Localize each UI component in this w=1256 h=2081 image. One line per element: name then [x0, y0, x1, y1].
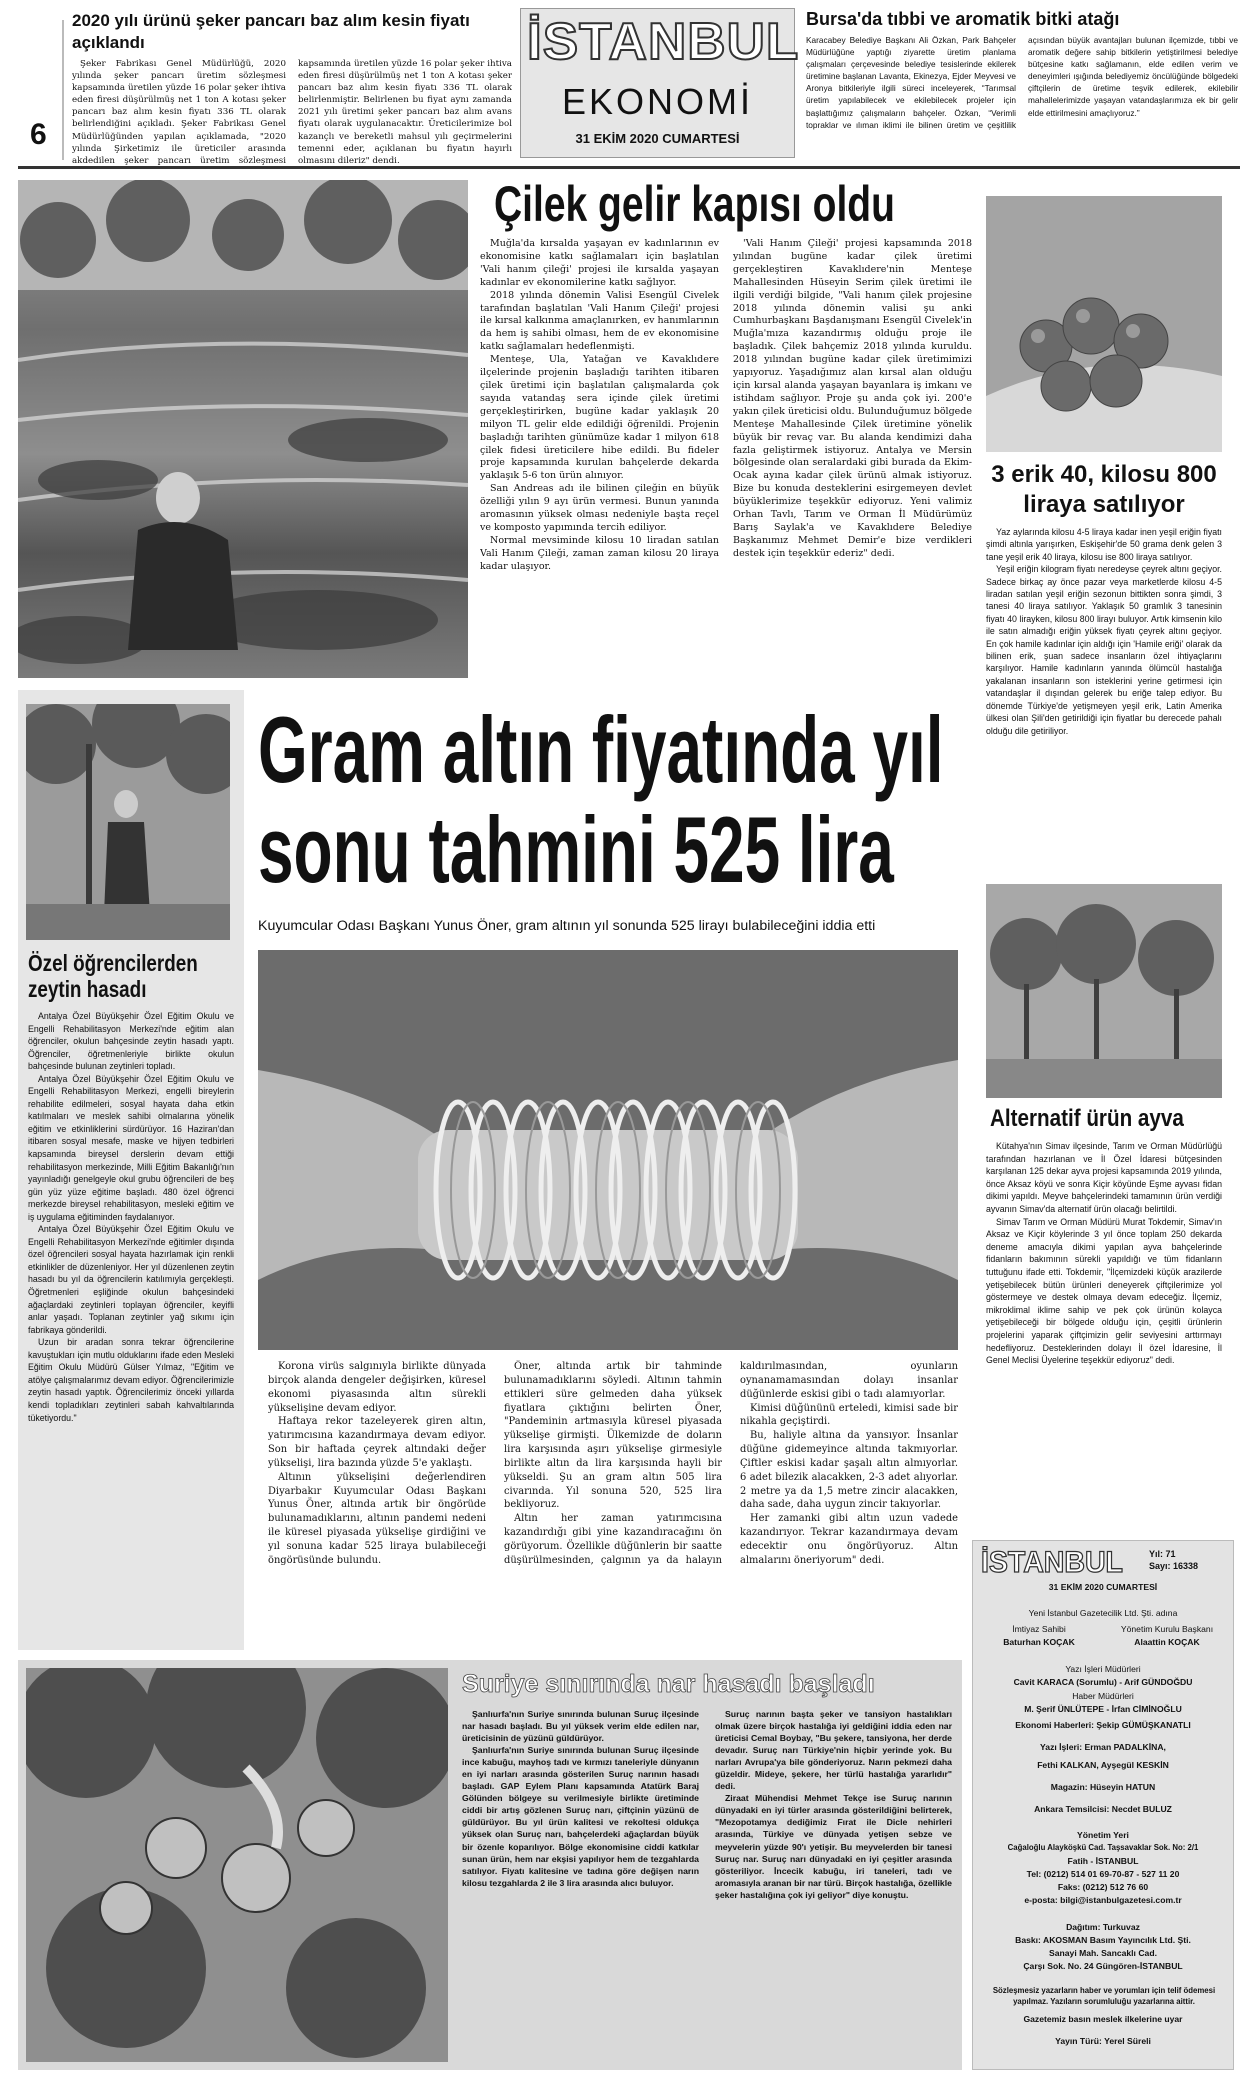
imprint-note-2: Gazetemiz basın meslek ilkelerine uyar: [1023, 2014, 1183, 2024]
imprint-ankara: Ankara Temsilcisi: Necdet BULUZ: [1034, 1804, 1172, 1814]
strawberry-photo: [18, 180, 468, 678]
imprint-owner-label: İmtiyaz Sahibi: [1012, 1624, 1066, 1634]
gold-headline: [258, 700, 978, 910]
bursa-headline: Bursa'da tıbbi ve aromatik bitki atağı: [806, 9, 1120, 29]
imprint-note-1: Sözleşmesiz yazarların haber ve yorumları için telif ödemesi yapılmaz. Yazıların sorumluluğu yazarlarına aittir.: [992, 1986, 1216, 2006]
imprint-staff-1: Yazı İşleri: Erman PADALKİNA,: [1040, 1742, 1166, 1752]
gold-headline-line1: Gram altın fiyatında yıl: [258, 700, 944, 802]
imprint-print-1: Baskı: AKOSMAN Basım Yayıncılık Ltd. Şti.: [1015, 1935, 1191, 1945]
pomegranate-para: Şanlıurfa'nın Suriye sınırında bulunan Suruç ilçesinde ince kabuğu, mayhoş tadı ve kırmızı taneleriyle dünyanın en iyi narları arasında gösterilen Suruç narının hasadı başladı. GAP Eylem Planı kapsamında Atatürk Baraj Gölünden bölgeye su verilmesiyle birlikte üretiminde ciddi bir artış gözlenen Suruç narı, çiftçinin yüzünü de güldürüyor. Bu yıl ürün kalitesi ve rekoltesi oldukça yüksek olan Suruç narı, bahçelerdeki ağaçlardan büyük bir özenle koparılıyor. Bölge ekonomisine ciddi katkılar sunan ürün, hem nar ekşisi yapılıyor hem de tezgahlarda satılıyor. Fiyatı kalitesine ve tadına göre değişen narın kilosu tezgahlarda 2 ile 3 lira arasında alıcı buluyor.: [462, 1745, 699, 1888]
strawberry-para: Normal mevsiminde kilosu 10 liradan satılan Vali Hanım Çileği, zaman zaman kilosu 20 liraya kadar ulaşıyor.: [480, 534, 719, 572]
olive-para: Uzun bir aradan sonra tekrar öğrencilerine kavuştukları için mutlu olduklarını ifade eden Mesleki Eğitim Okulu Müdürü Gülser Yılmaz, "Eğitim ve atölye çalışmalarımız devam ediyor. Öğrencilerimizle zeytin hasadı yaptık. Öğrencilerimiz önceki yıllarda kendi topladıkları zeytinleri sabah kahvaltılarında tüketiyordu.": [28, 1337, 234, 1423]
olive-text: [28, 1010, 234, 1640]
imprint-staff-2: Fethi KALKAN, Ayşegül KESKİN: [1037, 1760, 1169, 1770]
imprint-address-1: Cağaloğlu Alayköşkü Cad. Taşsavaklar Sok. No: 2/1: [1007, 1843, 1199, 1852]
plums-hand-icon: [986, 196, 1222, 452]
masthead-title: İSTANBUL: [527, 13, 800, 71]
pomegranate-para: Suruç narının başta şeker ve tansiyon hastalıkları olmak üzere birçok hastalığa iyi geldiğini iddia eden nar üreticisi Cemal Boybay, "Bu şekere, tansiyona, her derde devadır. Suruç narı Türkiye'nin hiçbir yerinde yok. Bu narları Avrupa'ya bile gönderiyoruz. Narın pekmezi daha güzeldir. Mideye, şekere, her türlü hastalığa yararlıdır" dedi.: [715, 1709, 952, 1792]
olive-headline: Özel öğrencilerden zeytin hasadı: [28, 950, 198, 1002]
imprint-fax: Faks: (0212) 512 76 60: [1057, 1882, 1149, 1892]
quince-text: [986, 1140, 1222, 1514]
imprint-editors-label: Yazı İşleri Müdürleri: [1065, 1664, 1141, 1674]
plum-article: [986, 460, 1222, 882]
sugar-headline: 2020 yılı ürünü şeker pancarı baz alım kesin fiyatı açıklandı: [72, 11, 470, 52]
strawberry-text: [480, 238, 972, 668]
bursa-text: Karacabey Belediye Başkanı Ali Özkan, Park Bahçeler Müdürlüğüne yaptığı ziyarette üretim planlama çalışmaları çerçevesinde belediye tesislerinde ekilerek üretimine başlanan Lavanta, Ekinezya, Ejder Meyvesi ve Aronya bitkileriyle ilgili süreci inceleyerek, “Tarımsal üretim yapılabilecek ve ekilebilecek projeler için başlattığımız çalışmaların bahçeler. Özkan, “Verimli topraklar ve ılıman iklimi ile bilinen üretim ve çeşitlilik açısından büyük avantajları bulunan ilçemizde, tıbbi ve aromatik değere sahip bitkilerin yetiştirilmesi belediye bütçesine katkı sağlamanın, elde edilen verim ve deneyimleri ışığında belediyemiz öncülüğünde bölgedeki çiftçilerin de üretime teşvik edilerek, ekilebilir mahallelerimizde yaşayan vatandaşlarımıza ek bir gelir elde ettirilmesini amaçlıyoruz.”: [806, 35, 1238, 130]
pomegranate-text: [462, 1708, 952, 2060]
imprint-magazine: Magazin: Hüseyin HATUN: [1050, 1782, 1156, 1792]
sugar-article: [72, 10, 512, 166]
quince-para: Simav Tarım ve Orman Müdürü Murat Tokdemir, Simav'ın Aksaz ve Kiçir köylerinde 3 yıl önce toplam 250 dekarda deneme amacıyla dikimi yapılan ayva bahçelerinde fidanların bakımının sürekli yapıldığı ve tüm fidanların tuttuğunu ifade etti. Tokdemir, "İlçemizdeki küçük arazilerde yetişebilecek bütün ürünleri deneyerek çiftçilerimize yol göstermeye ve destek olmaya devam edeceğiz. İlçemiz, mikroklimal iklime sahip ve pek çok ürünün kolayca yetişebileceği bir bölgede olduğu için, çeşitli ürünlerin projelerini yaparak çiftçimizin gelir seviyesini arttırmayı hedefliyoruz. Desteklerinden dolayı İl özel İdaresine, İl Genel Meclisi Üyelerine teşekkür ediyoruz" dedi.: [986, 1216, 1222, 1366]
gold-photo: [258, 950, 958, 1350]
imprint-economy: Ekonomi Haberleri: Şekip GÜMÜŞKANATLI: [1015, 1720, 1191, 1730]
gold-deck: Kuyumcular Odası Başkanı Yunus Öner, gram altının yıl sonunda 525 lirayı bulabileceğini iddia etti: [258, 918, 876, 934]
imprint-address-2: Fatih - İSTANBUL: [1067, 1856, 1139, 1866]
olive-harvest-icon: [26, 704, 230, 940]
quince-headline: Alternatif ürün ayva: [990, 1105, 1184, 1132]
imprint-news: M. Şerif ÜNLÜTEPE - İrfan CİMİNOĞLU: [1024, 1704, 1182, 1714]
pomegranate-para: Ziraat Mühendisi Mehmet Tekçe ise Suruç narının dünyadaki en iyi türler arasında gösterildiğini belirterek, "Mezopotamya dediğimiz Fırat ile Dicle nehirleri arasında, Türkiye ve dünyada yetişen sebze ve meyvelerin yüzde 90'ı yetişir. Bu meyvelerden bir tanesi Suruç nar. Suruç narı dünyadaki en iyi çeşitler arasında gösteriliyor. İncecik kabuğu, iri taneleri, tadı ve aromasıyla aranan bir nar türü. Birçok hastalığa, özellikle şeker hastalığına çok iyi geliyor" diye konuştu.: [715, 1793, 952, 1900]
page-number: 6: [30, 118, 47, 151]
strawberry-para: 'Vali Hanım Çileği' projesi kapsamında 2018 yılından bugüne kadar çilek üretimi gerçekleştiren Kavaklıdere'nin Menteşe Mahallesinden Hüseyin Serim çilek üretimi ile ilgili verdiği bilgide, "Vali hanım çilek projesine 2018 yılında dönemin valisi şu anki Cumhurbaşkanı Başdanışmanı Esengül Civelek'in Muğla'mıza kazandırmış olduğu proje ile başladık. Çilek bahçemiz 2018 yılında kuruldu. 2018 yılından bugüne kadar çilek üretimimizi yapıyoruz. Yaşadığımız alan kırsal alan olduğu için kırsal alanda yaşayan bayanlara iş imkanı ve istihdam sağlıyor. Proje şu anda çok iyi. 200'e yakın çilek üreticisi oldu. Bulunduğumuz bölgede Menteşe Mahallesinde Çilek üretimine yönelik büyük bir revaç var. Bu alanda kendimizi daha fazla geliştirmek istiyoruz. Antalya ve Mersin bölgesinde olan seralardaki gibi burada da Ekim-Ocak ayına kadar çilek ürünü almak istiyoruz. Bize bu konuda desteklerini esirgemeyen devlet büyüklerimize teşekkür ediyoruz. Yeni valimiz Orhan Tavlı, Tarım ve Orman İl Müdürümüz Barış Saylak'a ve Kavaklıdere Belediye Başkanımız Mehmet Demir'e bize verdikleri destek için teşekkür ederiz" dedi.: [733, 238, 972, 559]
imprint-logo: İSTANBUL: [981, 1546, 1123, 1579]
top-rule: [18, 166, 1240, 169]
olive-box: [18, 690, 244, 1650]
imprint-box: [972, 1540, 1234, 2070]
gold-para: Öner, altında artık bir tahminde bulunamadıklarını söyledi. Altının tahmin ettikleri süre gelmeden daha yüksek fiyatlara çıktığını belirten Öner, "Pandeminin artmasıyla küresel piyasada yükselişe girmişti. Ülkemizde de doların lira karşısında aşırı yükselişe girmesiyle birlikte altın da lira karşısında hayli bir yükseldi. Şu an gram altın 505 lira civarında. Yıl sonuna 520, 525 lira bekliyoruz.: [504, 1361, 722, 1511]
plum-photo: [986, 196, 1222, 452]
olive-para: Antalya Özel Büyükşehir Özel Eğitim Okulu ve Engelli Rehabilitasyon Merkezi, engelli bireylerin rehabilite edilmeleri, sosyal hayata daha etkin katılmaları ve meslek sahibi olmalarına yönelik eğitim ve etkinliklerini sürdürüyor. 16 Haziran'dan itibaren sosyal mesafe, maske ve hijyen tedbirleri kapsamında bireysel derslerin devam ettiği rehabilitasyon merkezinde, Milli Eğitim Bakanlığı'nın yayınladığı genelgeyle okul grubu öğrencileri de beş gün yüz yüze eğitime başladı. 480 özel öğrenci merkezde bireysel rehabilitasyon, mesleki eğitim ve iş uygulama eğitiminden faydalanıyor.: [28, 1073, 234, 1222]
quince-photo: [986, 884, 1222, 1098]
plum-text: [986, 526, 1222, 866]
divider: [62, 20, 64, 160]
olive-photo: [26, 704, 230, 940]
plum-para: Yaz aylarında kilosu 4-5 liraya kadar inen yeşil eriğin fiyatı şimdi altınla yarışırken, Eskişehir'de 50 grama denk gelen 3 tane yeşil erik 40 liraya, kilosu ise 800 liraya satılıyor.: [986, 527, 1222, 562]
strawberry-para: San Andreas adı ile bilinen çileğin en büyük özelliği yılın 9 ayı ürün vermesi. Bunun yanında aromasının yüksek olması nedeniyle başta reçel ve komposto yapımında tercih ediliyor.: [480, 483, 719, 533]
imprint-date: 31 EKİM 2020 CUMARTESİ: [1048, 1582, 1158, 1592]
quince-orchard-icon: [986, 884, 1222, 1098]
gold-para: Korona virüs salgınıyla birlikte dünyada birçok alanda dengeler değişirken, küresel ekonomi piyasasında altın sürekli yükselişine devam ediyor.: [268, 1361, 486, 1414]
quince-article: [986, 1104, 1222, 1524]
gold-text: [268, 1360, 958, 1656]
strawberry-para: Muğla'da kırsalda yaşayan ev kadınlarının ev ekonomisine katkı sağlamaları için başlatılan 'Vali hanım çileği' projesi ile kırsalda yaşayan kadınlar ev ekonomilerine katkı sağlıyor.: [480, 238, 719, 288]
imprint-board: Alaattin KOÇAK: [1134, 1637, 1200, 1647]
imprint-print-3: Çarşı Sok. No. 24 Güngören-İSTANBUL: [1023, 1961, 1183, 1971]
plum-headline: 3 erik 40, kilosu 800 liraya satılıyor: [991, 461, 1217, 518]
gold-para: Altının yükselişini değerlendiren Diyarbakır Kuyumcular Odası Başkanı Yunus Öner, altında artık bir öngörüde bulunamadıklarını, altının pandemi nedeni ile küresel piyasada yükselişe girdiğini ve yıl sonuna kadar 525 liraya bulabileceği öngörüsünde bulundu.: [268, 1471, 486, 1566]
pomegranate-photo: [26, 1668, 448, 2062]
imprint-year: Yıl: 71: [1149, 1549, 1176, 1559]
strawberry-article: [480, 176, 972, 680]
strawberry-para: 2018 yılında dönemin Valisi Esengül Civelek tarafından başlatılan 'Vali Hanım Çileği' projesi ile kırsal kalkınma amaçlanırken, ev hanımlarının da hem iş sahibi olması, hem de ev ekonomisine katkı sağlamaları hedeflenmişti.: [480, 289, 719, 353]
olive-para: Antalya Özel Büyükşehir Özel Eğitim Okulu ve Engelli Rehabilitasyon Merkezi'nde eğitimler dışında özel öğrencileri sosyal hayata hazırlamak için renkli etkinlikler de düzenleniyor. Her yıl düzenlenen zeytin hasadı bu yıl da öğrencilerin katılımıyla gerçekleşti. Öğretmenleri eşliğinde okulun bahçesindeki ağaçlardaki zeytinleri toplayan öğrenciler, keyifli anlar yaşadı. Toplanan zeytinler yağ sıkımı için fabrikaya gönderildi.: [28, 1224, 234, 1335]
imprint-type: Yayın Türü: Yerel Süreli: [1055, 2036, 1151, 2046]
imprint-mgmt-label: Yönetim Yeri: [1077, 1830, 1129, 1840]
farmer-strawberry-icon: [18, 180, 468, 678]
imprint-print-2: Sanayi Mah. Sancaklı Cad.: [1049, 1948, 1157, 1958]
gold-para: Her zamanki gibi altın uzun vadede kazandırıyor. Tekrar kazandırmaya devam edecektir onu öngörüyoruz. Altın almalarını öneriyorum" dedi.: [740, 1513, 958, 1566]
olive-para: Antalya Özel Büyükşehir Özel Eğitim Okulu ve Engelli Rehabilitasyon Merkezi'nde eğitim alan öğrenciler, okulun bahçesinde zeytin hasadı yaptı. Öğrenciler, öğretmenleriyle birlikte okulun bahçesinde bulunan zeytinleri topladı.: [28, 1011, 234, 1072]
imprint-tel: Tel: (0212) 514 01 69-70-87 - 527 11 20: [1026, 1869, 1180, 1879]
gold-bangles-icon: [258, 950, 958, 1350]
strawberry-para: Menteşe, Ula, Yatağan ve Kavaklıdere ilçelerinde projenin başladığı tarihten itibaren çilek üretimi için başlatılan çalışmalarda çok sayıda vatandaş sera içinde çilek üretimi gerçekleştirirken, bugüne kadar yaklaşık 20 milyon TL gelir elde edildiği öğrenildi. Projenin başladığı tarihten günümüze kadar 1 milyon 618 çilek fidesi üreticilere hibe edildi. Bu fideler proje kapsamında kurulan bahçelerde dekarda yaklaşık 5-6 ton ürün alınıyor.: [480, 354, 719, 482]
sugar-text: Şeker Fabrikası Genel Müdürlüğü, 2020 yılında şeker pancarı üretim sözleşmesi kapsamında üretilen yüzde 16 polar şeker ihtiva eden firesi düşürülmüş net 1 ton A kotası şeker pancarı baz alım kesin fiyatı 336 TL olarak belirlendiğini açıkladı. Şeker Fabrikası Genel Müdürlüğünden yapılan açıklamada, "2020 yılında Şirketimiz ile üreticiler arasında akdedilen şeker pancarı üretim sözleşmesi kapsamında üretilen yüzde 16 polar şeker ihtiva eden firesi düşürülmüş net 1 ton A kotası şeker pancarı baz alım kesin fiyatı 336 TL olarak belirlenmiştir. Belirlenen bu fiyat aynı zamanda 2021 yılı üretimi şeker pancarı baz alım avans fiyatı olarak uygulanacaktır. Üreticilerimize bol kazançlı ve bereketli mahsul yılı geçirmelerini temenni eder, açıklanan bu fiyatın hayırlı olmasını dileriz" dendi.: [72, 59, 512, 166]
imprint-editors: Cavit KARACA (Sorumlu) - Arif GÜNDOĞDU: [1013, 1677, 1193, 1687]
masthead-section: EKONOMİ: [561, 81, 753, 122]
quince-para: Kütahya'nın Simav ilçesinde, Tarım ve Orman Müdürlüğü tarafından hazırlanan ve İl Özel İdaresi bütçesinden karşılanan 125 dekar ayva projesi kapsamında 2019 yılında, önce Aksaz köyü ve sonra Kiçir köyünde Eşme ayvası fidan dikimi yapıldı. Meyve bahçelerindeki tamamının ürün verdiği ayvanın Simav'da alternatif ürün olacağı belirtildi.: [986, 1141, 1222, 1214]
gold-para: Kimisi düğününü erteledi, kimisi sade bir nikahla geçiştirdi.: [740, 1402, 958, 1428]
strawberry-headline: Çilek gelir kapısı oldu: [494, 176, 895, 232]
pomegranate-headline: Suriye sınırında nar hasadı başladı: [462, 1670, 875, 1698]
imprint-board-label: Yönetim Kurulu Başkanı: [1120, 1624, 1214, 1634]
imprint-distribution: Dağıtım: Turkuvaz: [1066, 1922, 1140, 1932]
imprint-news-label: Haber Müdürleri: [1072, 1691, 1134, 1701]
pomegranate-harvest-icon: [26, 1668, 448, 2062]
imprint-owner: Baturhan KOÇAK: [1003, 1637, 1075, 1647]
gold-headline-line2: sonu tahmini 525 lira: [258, 797, 894, 902]
plum-para: Yeşil eriğin kilogram fiyatı neredeyse çeyrek altını geçiyor. Sadece birkaç ay önce pazar veya marketlerde kilosu 4-5 liradan satılan yeşil eriğin sezonun bittikten sonra şimdi, 3 tanesi 40 liraya satılıyor. Yaklaşık 50 gramlık 3 tanesinin fiyatı 40 lirayken, kilosu 800 lirayı buluyor. Artık kimsenin kilo ile satın almadığı eriğin yüksek fiyatı çeyrek altını geçiyor. En çok hamile kadınlar için aldığı için 'Hamile eriği' olarak da bilinen erik, şuan sadece insanların özel ihtiyaçlarını karşılıyor. Hamile kadınların yanında ölümcül hastalığa yakalanan insanların son isteklerini yerine getirmesi için vatandaşlar il dışından gelerek bu eriğe talep ediyor. Bu dönemde Türkiye'de yetişmeyen yeşil erik, Latin Amerika ülkesi olan Şili'den getirildiği için fiyatlar bu derecede pahalı olduğu dile getiriliyor.: [986, 564, 1222, 736]
imprint-email: e-posta: bilgi@istanbulgazetesi.com.tr: [1024, 1895, 1182, 1905]
gold-para: Haftaya rekor tazeleyerek giren altın, yatırımcısına kazandırmaya devam ediyor. Son bir haftada çeyrek altındaki değer yükselişi, lira bazında yüzde 5'e yaklaştı.: [268, 1416, 486, 1469]
gold-para: Altın her zaman yatırımcısına kazandırdığı gibi yine kazandıracağını ön görüyorum. Özellikle düğünlerin bir saatte düşürülmesinden, çalgının ya da halayın kaldırılmasından, oyunların oynanamamasından dolayı insanlar düğünlerde eskisi gibi o tadı alamıyorlar.: [504, 1361, 958, 1566]
imprint-company: Yeni İstanbul Gazetecilik Ltd. Şti. adına: [1028, 1608, 1178, 1618]
pomegranate-box: [18, 1660, 962, 2070]
gold-para: Bu, haliyle altına da yansıyor. İnsanlar düğüne gidemeyince altında takmıyorlar. Çiftler eskisi kadar şaşalı altın almıyorlar. 6 adet bilezik alacakken, 2-3 adet alıyorlar. 2 metre ya da 1,5 metre zincir alacakken, daha sade, daha uygun zincir takıyorlar.: [740, 1430, 958, 1511]
imprint-issue: Sayı: 16338: [1149, 1561, 1199, 1571]
masthead: [520, 8, 800, 158]
pomegranate-para: Şanlıurfa'nın Suriye sınırında bulunan Suruç ilçesinde nar hasadı başladı. Bu yıl yüksek verim elde edilen nar, üreticisinin de yüzünü güldürüyor.: [462, 1709, 699, 1744]
masthead-date: 31 EKİM 2020 CUMARTESİ: [575, 131, 740, 146]
bursa-article: [806, 8, 1238, 158]
